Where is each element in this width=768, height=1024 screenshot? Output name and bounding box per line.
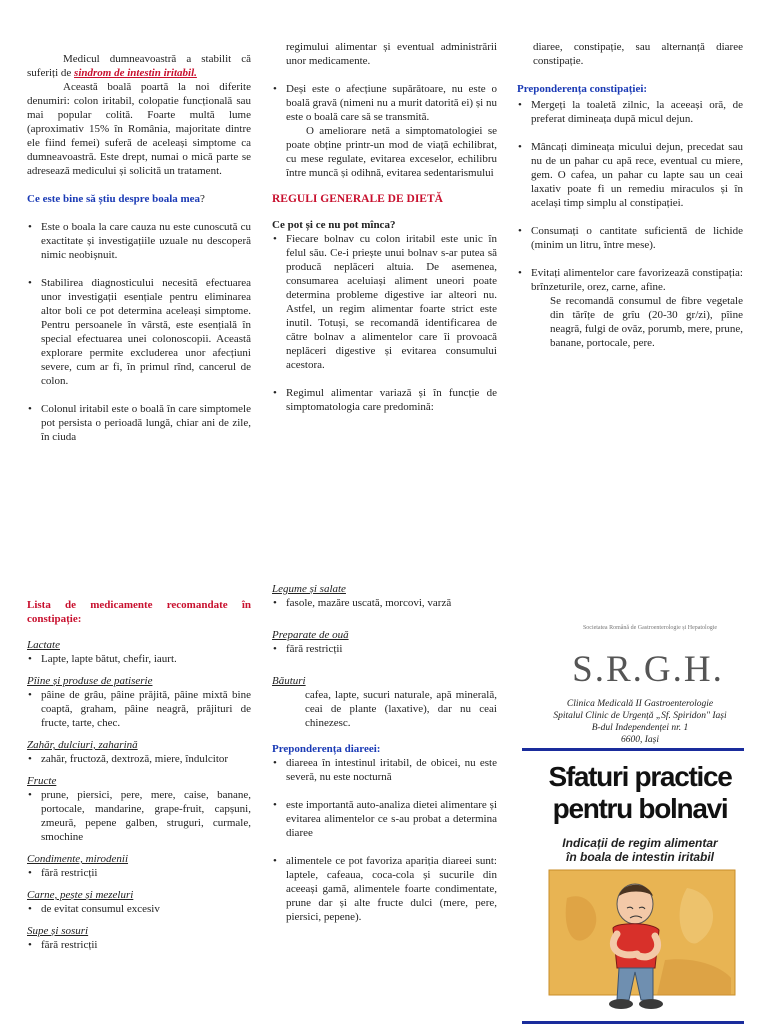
drinks-text: cafea, lapte, sucuri naturale, apă minerală, ceai de plante (laxative), dar nu ceai chinezesc. (305, 689, 497, 729)
category-name: Condimente, mirodenii (27, 853, 129, 865)
list-item: • Colonul iritabil este o boală în care simptomele pot persista o perioadă lungă, chiar ani de zile, în ciuda (27, 402, 251, 444)
stomach-ache-illustration (547, 868, 737, 1020)
food-category (27, 738, 251, 766)
clinic-line: B-dul Independenței nr. 1 (591, 723, 689, 733)
list-item: • este importantă auto-analiza dietei alimentare și evitarea alimentelor ce s-au probat a determina diaree (272, 798, 497, 840)
society-name: Societatea Română de Gastroenterologie și Hepatologie (582, 625, 718, 631)
divider (522, 748, 744, 751)
list-item: • Evitați alimentelor care favorizează constipația: brînzeturile, orez, carne, afine. (517, 266, 743, 294)
column-4 (27, 598, 251, 952)
diet-rules-heading: REGULI GENERALE DE DIETĂ (272, 193, 443, 205)
food-category (27, 674, 251, 730)
category-name: Supe și sosuri (27, 925, 89, 937)
intro-paragraph-2: Această boală poartă la noi diferite denumiri: colon iritabil, colopatie funcțională sau mai popular colită. Foarte multă lume (aproximativ 15% în România, majoritate dintre ele fiind femei) suferă de aceleași simptome ca dumneavoastră. Este drept, numai o mică parte se adresează medicului și solicită un tratament. (27, 81, 251, 177)
list-item: • Consumați o cantitate suficientă de lichide (minim un litru, între mese). (517, 224, 743, 252)
food-list-heading: Lista de medicamente recomandate în constipație: (27, 599, 251, 625)
continued-text: diaree, constipație, sau alternanță diaree constipație. (533, 41, 743, 67)
column-5 (272, 582, 497, 924)
category-name: Pîine și produse de patiserie (27, 675, 153, 687)
brochure-title (520, 761, 760, 825)
list-item: • pâine de grâu, pâine prăjită, pâine mixtă bine coaptă, graham, pâine neagră, prăjituri de fructe, tarte, chec. (27, 688, 251, 730)
diarrhea-heading: Preponderența diareei: (272, 743, 381, 755)
clinic-line: Clinica Medicală II Gastroenterologie (566, 699, 714, 709)
info-list (27, 220, 251, 444)
list-item: • fără restricții (27, 938, 251, 952)
category-name: Fructe (27, 775, 57, 787)
intro-paragraph (27, 52, 251, 80)
diet-list (272, 232, 497, 414)
column-3 (517, 40, 743, 350)
diarrhea-list (272, 756, 497, 924)
clinic-line: 6600, Iași (621, 735, 659, 745)
list-item: • Regimul alimentar variază și în funcție de simptomatologia care predomină: (272, 386, 497, 414)
constipation-heading: Preponderența constipației: (517, 83, 648, 95)
category-name: Legume și salate (272, 583, 346, 595)
list-item: • Mâncați dimineața micului dejun, precedat sau nu de un pahar cu apă rece, eventual cu miere, gem. O cafea, un pahar cu lapte sau un ceai laxativ poate fi un remediu miraculos și în același timp simplu al constipației. (517, 140, 743, 210)
figure-shirt (613, 924, 659, 968)
lifestyle-paragraph: O ameliorare netă a simptomatologiei se poate obține printr-un mod de viață echilibrat, cu mese regulate, evitarea exceselor, echilibru între muncă și odihnă, evitarea sedentarismului (286, 125, 497, 179)
list-item: • zahăr, fructoză, dextroză, miere, îndulcitor (27, 752, 251, 766)
subtitle-line-2: în boala de intestin iritabil (565, 850, 715, 864)
section-heading-text: Ce este bine să știu despre boala mea (27, 193, 201, 205)
list-item: • fără restricții (27, 866, 251, 880)
list-item: • Fiecare bolnav cu colon iritabil este unic în felul său. Ce-i priește unui bolnav s-ar putea să producă neplăceri altuia. De asemenea, consumarea aceluiași aliment uneori poate determina probleme digestive iar alteori nu. Astfel, un regim alimentar foarte strict este inutil. Totuși, se recomandă identificarea de către bolnav a alimentelor care îi provoacă neplăceri digestive și evitarea consumului acestora. (272, 232, 497, 372)
list-item: • prune, piersici, pere, mere, caise, banane, portocale, mandarine, grape-fruit, capșuni, zmeură, pepene galben, struguri, curmale, smochine (27, 788, 251, 844)
diagnosis-highlight: sindrom de intestin iritabil. (74, 67, 197, 79)
food-category (27, 852, 251, 880)
category-name: Carne, pește și mezeluri (27, 889, 134, 901)
list-item: • Lapte, lapte bătut, chefir, iaurt. (27, 652, 251, 666)
srgh-logo: S.R.G.H. (572, 649, 724, 690)
food-category (27, 924, 251, 952)
figure-shoe (609, 999, 633, 1009)
list-item: • Stabilirea diagnosticului necesită efectuarea unor investigații esențiale pentru eliminarea altor boli ce pot determina aceleași simptome. Pentru persoanele în vârstă, este esențială în special efectuarea unei colonoscopii. Această explorare permite excluderea unor afecțiuni severe, cum ar fi, în primul rînd, cancerul de colon. (27, 276, 251, 388)
food-category (272, 582, 497, 610)
title-line-1: Sfaturi practice (548, 761, 732, 792)
continued-text: regimului alimentar și eventual administrării unor medicamente. (286, 41, 497, 67)
column-1 (27, 52, 251, 444)
category-name: Zahăr, dulciuri, zaharină (27, 739, 138, 751)
subtitle-line-1: Indicații de regim alimentar (562, 836, 718, 850)
fibre-recommendation: Se recomandă consumul de fibre vegetale din tărîțe de grîu (20-30 gr/zi), pîine neagră, fulgi de ovăz, porumb, mere, prune, banane, portocale, pere. (550, 295, 743, 349)
category-name: Lactate (27, 639, 60, 651)
diet-subheading: Ce pot și ce nu pot mînca? (272, 219, 396, 231)
list-item: • Mergeți la toaletă zilnic, la aceeași oră, de preferat dimineața după micul dejun. (517, 98, 743, 126)
heading-question-mark: ? (200, 193, 205, 205)
category-name: Preparate de ouă (272, 629, 349, 641)
list-item: • de evitat consumul excesiv (27, 902, 251, 916)
column-2 (272, 40, 497, 414)
food-category (272, 628, 497, 656)
figure-shoe (639, 999, 663, 1009)
constipation-list (517, 98, 743, 294)
list-item: • fasole, mazăre uscată, morcovi, varză (272, 596, 497, 610)
clinic-line: Spitalul Clinic de Urgență „Sf. Spiridon" Iași (553, 711, 727, 721)
drinks-category: Băuturi (272, 675, 306, 687)
list-item: • diareea în intestinul iritabil, de obicei, nu este severă, nu este nocturnă (272, 756, 497, 784)
intro-text: Medicul dumneavoastră a stabilit că suferiți de (27, 53, 251, 79)
list-item: • Deși este o afecțiune supărătoare, nu este o boală gravă (nimeni nu a murit datorită ei) și nu este o boală care să se transmită. (272, 82, 497, 124)
clinic-address (520, 698, 760, 746)
title-line-2: pentru bolnavi (552, 793, 728, 824)
list-item: • Este o boala la care cauza nu este cunoscută cu exactitate și investigațiile uzuale nu descoperă nimic neobișnuit. (27, 220, 251, 262)
list-item: • alimentele ce pot favoriza apariția diareei sunt: laptele, cafeaua, coca-cola și sucurile din aceeași gamă, alimentele foarte condimentate, prune dar și alte fructe dulci (mere, pere, piersici, pepene). (272, 854, 497, 924)
food-category (27, 888, 251, 916)
info-list (272, 82, 497, 124)
section-heading (27, 192, 251, 206)
brochure-subtitle (520, 836, 760, 864)
food-category (27, 638, 251, 666)
food-category (27, 774, 251, 844)
list-item: • fără restricții (272, 642, 497, 656)
